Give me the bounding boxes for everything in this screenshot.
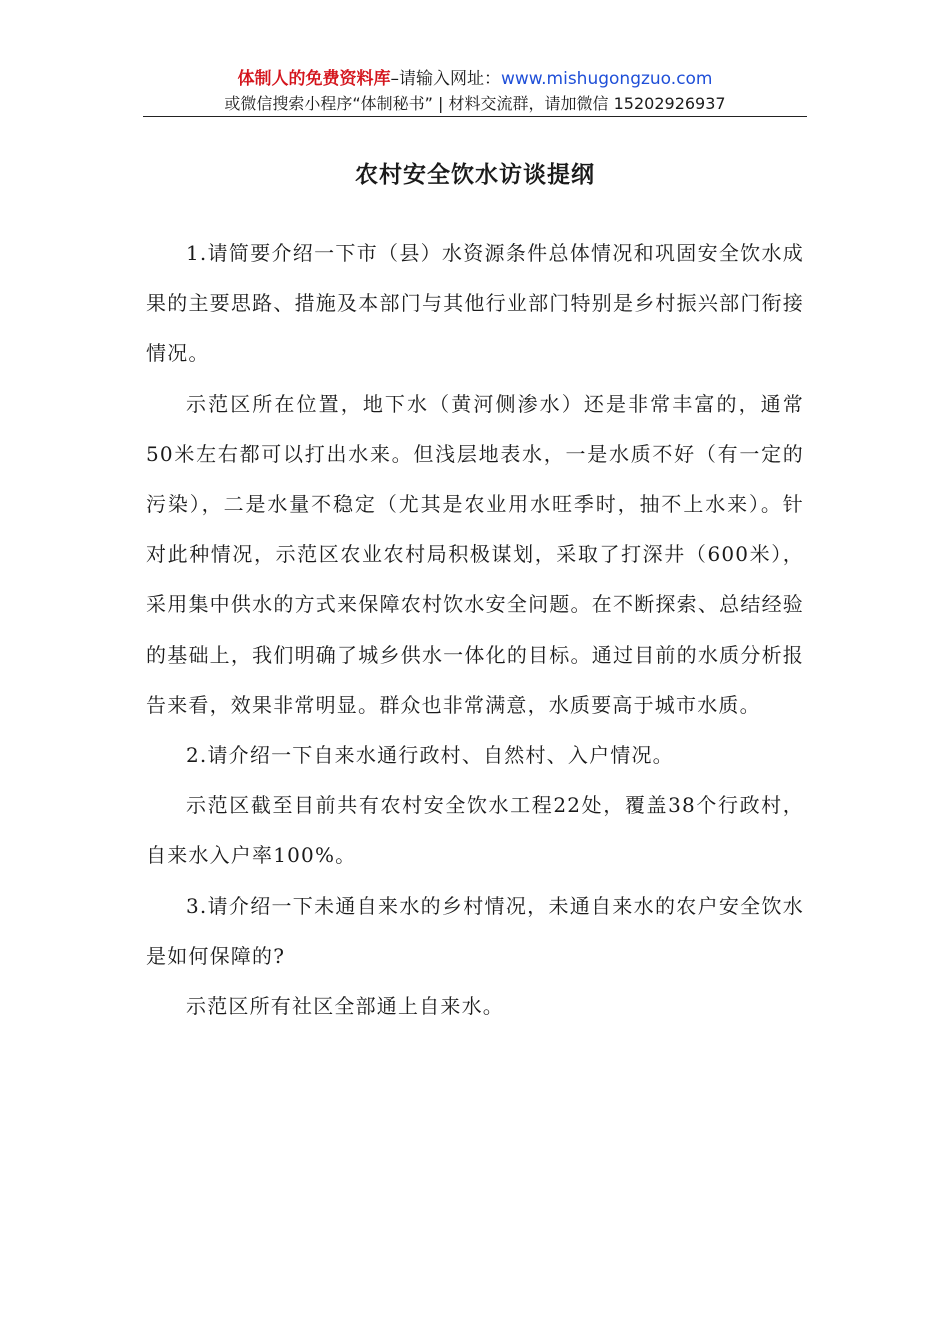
header-url-link[interactable]: www.mishugongzuo.com [500,69,713,89]
header-prompt: –请输入网址： [390,69,501,89]
document-title: 农村安全饮水访谈提纲 [355,161,595,188]
question-2: 2.请介绍一下自来水通行政村、自然村、入户情况。 [186,743,674,768]
answer-1: 示范区所在位置，地下水（黄河侧渗水）还是非常丰富的，通常50米左右都可以打出水来。但浅层地表水，一是水质不好（有一定的污染），二是水量不稳定（尤其是农业用水旺季时，抽不上水来）。针对此种情况，示范区农业农村局积极谋划，采取了打深井（600米），采用集中供水的方式来保障农村饮水安全问题。在不断探索、总结经验的基础上，我们明确了城乡供水一体化的目标。通过目前的水质分析报告来看，效果非常明显。群众也非常满意，水质要高于城市水质。 [146,391,804,717]
header-divider [143,116,807,117]
answer-2: 示范区截至目前共有农村安全饮水工程22处，覆盖38个行政村，自来水入户率100%。 [146,793,804,868]
header-line-2: 或微信搜索小程序“体制秘书” | 材料交流群，请加微信 15202926937 [224,94,726,113]
question-3: 3.请介绍一下未通自来水的乡村情况，未通自来水的农户安全饮水是如何保障的? [146,893,804,968]
question-1: 1.请简要介绍一下市（县）水资源条件总体情况和巩固安全饮水成果的主要思路、措施及本部门与其他行业部门特别是乡村振兴部门衔接情况。 [146,241,804,366]
document-body [146,228,804,1031]
header-brand: 体制人的免费资料库 [237,69,391,89]
page-header [143,66,807,116]
answer-3: 示范区所有社区全部通上自来水。 [186,994,504,1019]
header-line-1 [143,66,807,92]
